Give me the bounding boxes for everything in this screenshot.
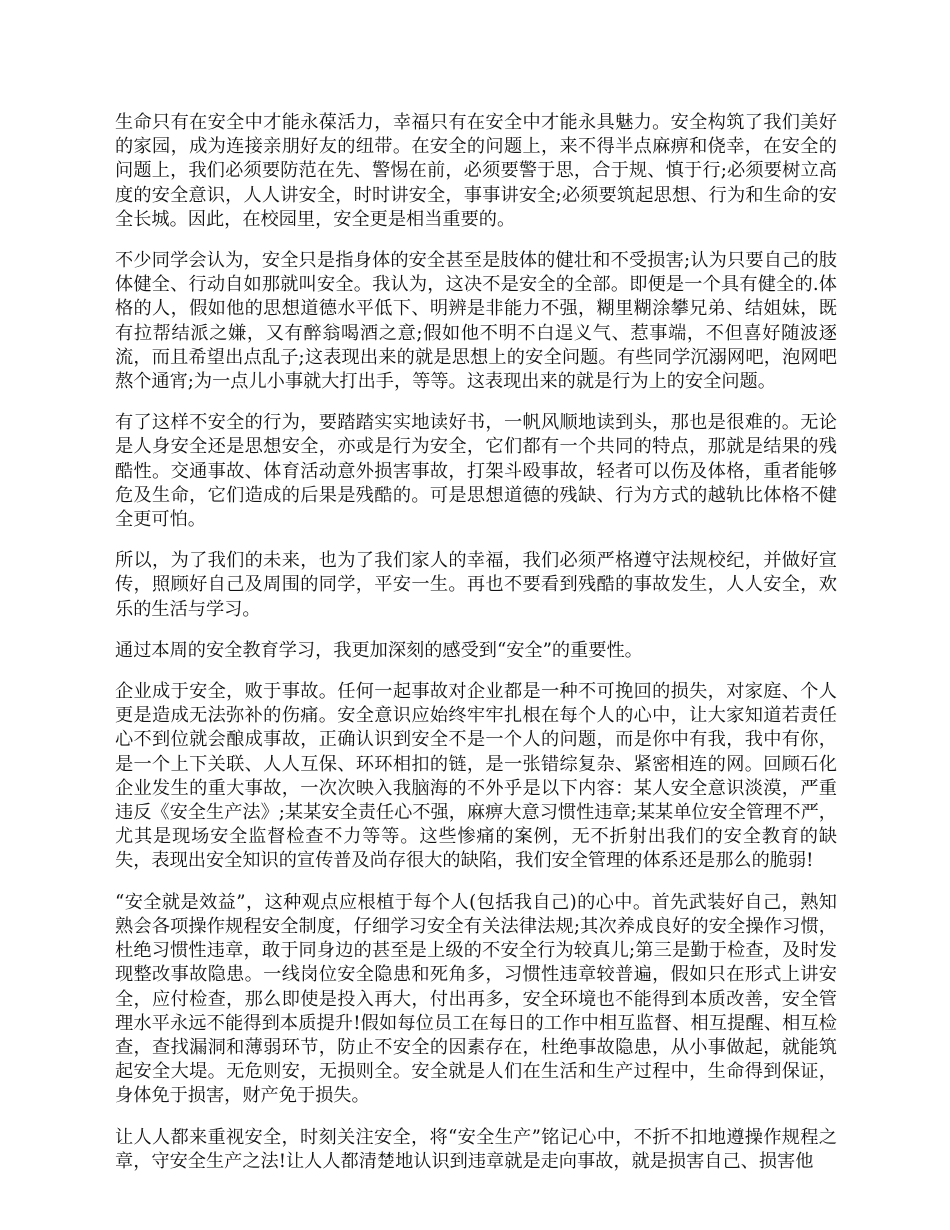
paragraph-6: 企业成于安全，败于事故。任何一起事故对企业都是一种不可挽回的损失，对家庭、个人更是造成无法弥补的伤痛。安全意识应始终牢牢扎根在每个人的心中，让大家知道若责任心不到位就会酿成事故，正确认识到安全不是一个人的问题，而是你中有我，我中有你，是一个上下关联、人人互保、环环相扣的链，是一张错综复杂、紧密相连的网。回顾石化企业发生的重大事故，一次次映入我脑海的不外乎是以下内容：某人安全意识淡漠，严重违反《安全生产法》;某某安全责任心不强，麻痹大意习惯性违章;某某单位安全管理不严，尤其是现场安全监督检查不力等等。这些惨痛的案例，无不折射出我们的安全教育的缺失，表现出安全知识的宣传普及尚存很大的缺陷，我们安全管理的体系还是那么的脆弱! [115, 681, 837, 872]
paragraph-2: 不少同学会认为，安全只是指身体的安全甚至是肢体的健壮和不受损害;认为只要自己的肢体健全、行动自如那就叫安全。我认为，这决不是安全的全部。即便是一个具有健全的.体格的人，假如他的思想道德水平低下、明辨是非能力不强，糊里糊涂攀兄弟、结姐妹，既有拉帮结派之嫌，又有醉翁喝酒之意;假如他不明不白逞义气、惹事端，不但喜好随波逐流，而且希望出点乱子;这表现出来的就是思想上的安全问题。有些同学沉溺网吧，泡网吧熬个通宵;为一点儿小事就大打出手，等等。这表现出来的就是行为上的安全问题。 [115, 250, 837, 393]
paragraph-1: 生命只有在安全中才能永葆活力，幸福只有在安全中才能永具魅力。安全构筑了我们美好的家园，成为连接亲朋好友的纽带。在安全的问题上，来不得半点麻痹和侥幸，在安全的问题上，我们必须要防范在先、警惕在前，必须要警于思，合于规、慎于行;必须要树立高度的安全意识，人人讲安全，时时讲安全，事事讲安全;必须要筑起思想、行为和生命的安全长城。因此，在校园里，安全更是相当重要的。 [115, 112, 837, 230]
paragraph-3: 有了这样不安全的行为，要踏踏实实地读好书，一帆风顺地读到头，那也是很难的。无论是人身安全还是思想安全，亦或是行为安全，它们都有一个共同的特点，那就是结果的残酷性。交通事故、体育活动意外损害事故，打架斗殴事故，轻者可以伤及体格，重者能够危及生命，它们造成的后果是残酷的。可是思想道德的残缺、行为方式的越轨比体格不健全更可怕。 [115, 412, 837, 531]
paragraph-5: 通过本周的安全教育学习，我更加深刻的感受到“安全”的重要性。 [115, 639, 643, 661]
document-body [115, 111, 837, 1191]
paragraph-4: 所以，为了我们的未来，也为了我们家人的幸福，我们必须严格遵守法规校纪，并做好宣传，照顾好自己及周围的同学，平安一生。再也不要看到残酷的事故发生，人人安全，欢乐的生活与学习。 [115, 550, 837, 620]
paragraph-8: 让人人都来重视安全，时刻关注安全，将“安全生产”铭记心中，不折不扣地遵操作规程之章，守安全生产之法!让人人都清楚地认识到违章就是走向事故，就是损害自己、损害他 [115, 1126, 837, 1172]
paragraph-7: “安全就是效益”，这种观点应根植于每个人(包括我自己)的心中。首先武装好自己，熟知熟会各项操作规程安全制度，仔细学习安全有关法律法规;其次养成良好的安全操作习惯，杜绝习惯性违章，敢于同身边的甚至是上级的不安全行为较真儿;第三是勤于检查，及时发现整改事故隐患。一线岗位安全隐患和死角多，习惯性违章较普遍，假如只在形式上讲安全，应付检查，那么即使是投入再大，付出再多，安全环境也不能得到本质改善，安全管理水平永远不能得到本质提升!假如每位员工在每日的工作中相互监督、相互提醒、相互检查，查找漏洞和薄弱环节，防止不安全的因素存在，杜绝事故隐患，从小事做起，就能筑起安全大堤。无危则安，无损则全。安全就是人们在生活和生产过程中，生命得到保证，身体免于损害，财产免于损失。 [115, 891, 837, 1107]
